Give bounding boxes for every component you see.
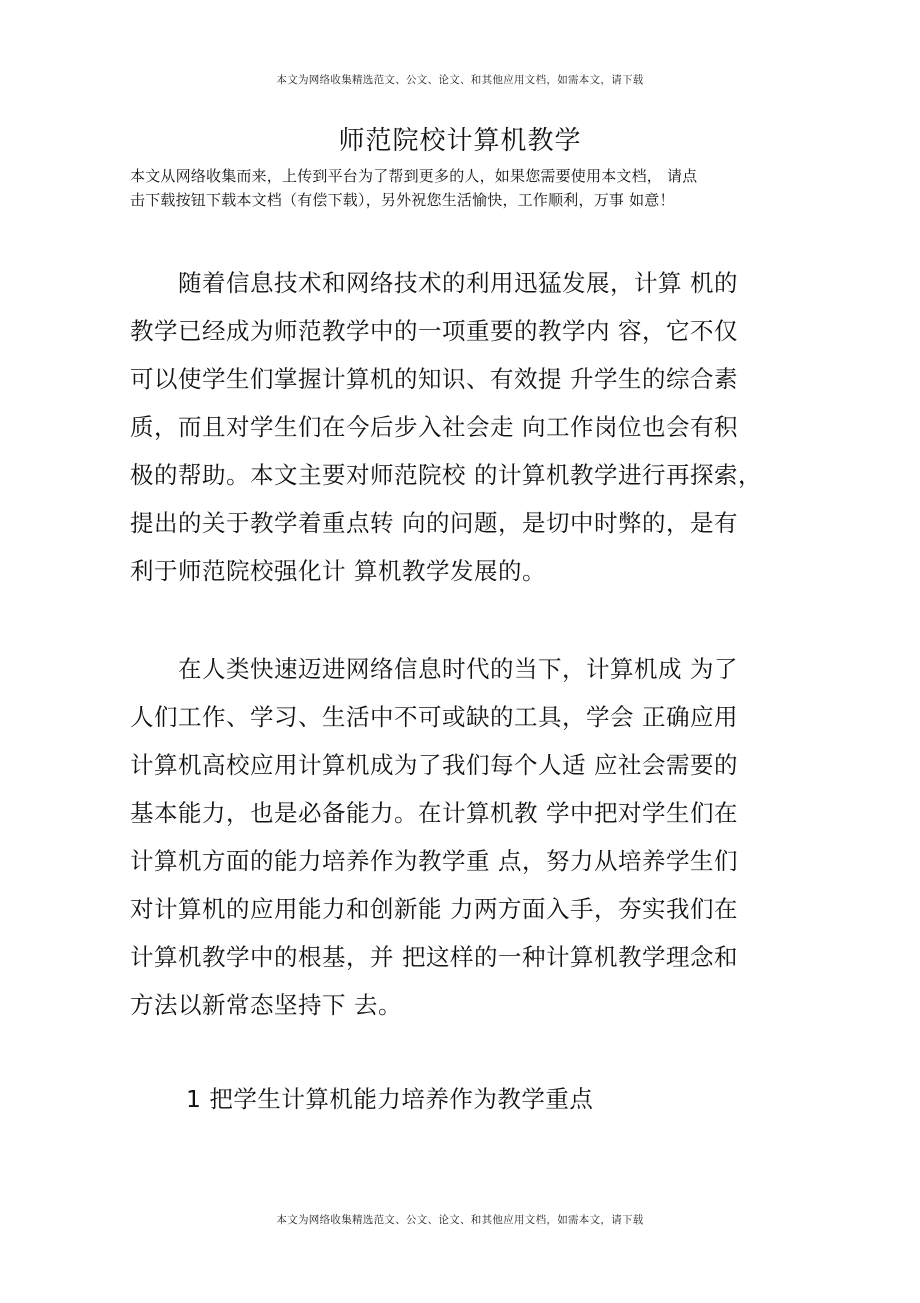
paragraph-line: 随着信息技术和网络技术的利用迅猛发展，计算 机的 — [130, 269, 738, 297]
paragraph-line: 对计算机的应用能力和创新能 力两方面入手，夯实我们在 — [130, 895, 738, 923]
section-heading: 1 把学生计算机能力培养作为教学重点 — [186, 1085, 594, 1113]
page-footer-note: 本文为网络收集精选范文、公文、论文、和其他应用文档，如需本文，请下载 — [276, 1214, 644, 1226]
page-header-note: 本文为网络收集精选范文、公文、论文、和其他应用文档，如需本文，请下载 — [276, 74, 644, 86]
body-paragraph-2 — [130, 645, 780, 1029]
body-paragraph-1 — [130, 259, 780, 595]
paragraph-line: 可以使学生们掌握计算机的知识、有效提 升学生的综合素 — [130, 365, 738, 393]
paragraph-line: 计算机高校应用计算机成为了我们每个人适 应社会需要的 — [130, 751, 738, 779]
paragraph-line: 教学已经成为师范教学中的一项重要的教学内 容，它不仅 — [130, 317, 738, 345]
paragraph-line: 极的帮助。本文主要对师范院校 的计算机教学进行再探索， — [130, 461, 762, 489]
intro-line: 本文从网络收集而来，上传到平台为了帮到更多的人，如果您需要使用本文档， 请点 — [130, 167, 698, 185]
intro-notice — [130, 164, 778, 212]
paragraph-line: 利于师范院校强化计 算机教学发展的。 — [130, 557, 546, 585]
paragraph-line: 提出的关于教学着重点转 向的问题，是切中时弊的，是有 — [130, 509, 738, 537]
paragraph-line: 计算机教学中的根基，并 把这样的一种计算机教学理念和 — [130, 943, 738, 971]
paragraph-line: 人们工作、学习、生活中不可或缺的工具，学会 正确应用 — [130, 703, 738, 731]
paragraph-line: 在人类快速迈进网络信息时代的当下，计算机成 为了 — [130, 655, 738, 683]
document-title: 师范院校计算机教学 — [338, 126, 582, 156]
paragraph-line: 基本能力，也是必备能力。在计算机教 学中把对学生们在 — [130, 799, 738, 827]
intro-line: 击下载按钮下载本文档（有偿下载），另外祝您生活愉快，工作顺利，万事 如意！ — [130, 191, 675, 209]
paragraph-line: 质，而且对学生们在今后步入社会走 向工作岗位也会有积 — [130, 413, 738, 441]
paragraph-line: 方法以新常态坚持下 去。 — [130, 991, 402, 1019]
paragraph-line: 计算机方面的能力培养作为教学重 点，努力从培养学生们 — [130, 847, 738, 875]
